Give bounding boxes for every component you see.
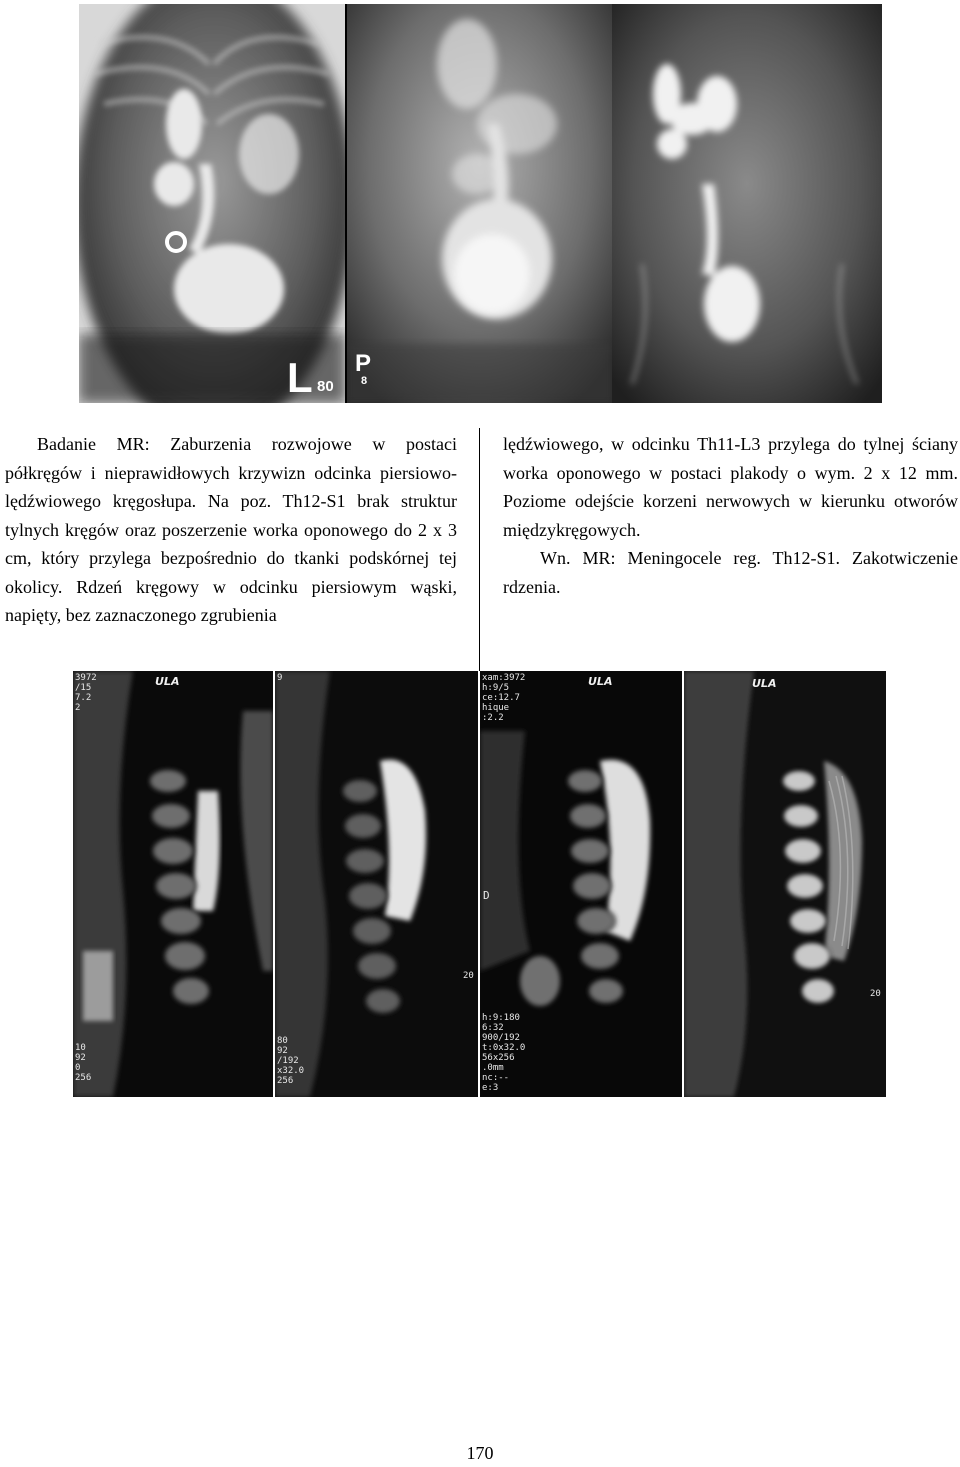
findings-paragraph-right: lędźwiowego, w odcinku Th11-L3 przylega do tylnej ściany worka oponowego w postaci plakody o wym. 2 x 12 mm. Poziome odejście korzeni nerwowych w kierunku otworów międzykręgowych. (503, 434, 958, 540)
mr-figure-row (73, 671, 886, 1097)
xray-image-2 (347, 4, 612, 403)
mr-image-2 (275, 671, 480, 1097)
findings-column-left (5, 430, 457, 630)
mr-scan-1 (73, 671, 273, 1097)
mr-top-label-3: xam:3972 h:9/5 ce:12.7 hique :2.2 (482, 673, 526, 723)
page-number: 170 (466, 1443, 494, 1463)
mr-ula-label-1: ULA (155, 675, 180, 688)
mr-bottom-label-2: 80 92 /192 x32.0 256 (277, 1036, 305, 1086)
column-divider (479, 428, 480, 682)
mr-image-1 (73, 671, 275, 1097)
mr-ula-label-4: ULA (752, 677, 777, 690)
mr-image-3 (480, 671, 684, 1097)
xray-image-3 (612, 4, 882, 403)
mr-scan-4 (684, 671, 886, 1097)
mr-bottom-label-3: h:9:180 6:32 900/192 t:0x32.0 56x256 .0mm nc:-- e:3 (482, 1013, 526, 1093)
mr-image-4 (684, 671, 886, 1097)
findings-column-right (503, 430, 958, 601)
mr-side-letter-3: D (483, 889, 490, 902)
xray-figure-row (79, 4, 882, 403)
film-marker-l-number: 80 (317, 378, 334, 395)
mr-scan-2 (275, 671, 478, 1097)
film-marker-p-number: 8 (361, 375, 368, 387)
mr-side-label-2: 20 (463, 971, 474, 981)
mr-bottom-label-1: 10 92 0 256 (75, 1043, 92, 1083)
mr-top-label-1: 3972 /15 7.2 2 (75, 673, 97, 713)
findings-paragraph-left: Badanie MR: Zaburzenia rozwojowe w postaci półkręgów i nieprawidłowych krzywizn odcinka piersiowo-lędźwiowego kręgosłupa. Na poz. Th12-S1 brak struktur tylnych kręgów oraz poszerzenie worka oponowego do 2 x 3 cm, który przylega bezpośrednio do tkanki podskórnej tej okolicy. Rdzeń kręgowy w odcinku piersiowym wąski, napięty, bez zaznaczonego zgrubienia (5, 434, 457, 625)
mr-top-label-2: 9 (277, 673, 283, 683)
film-marker-p: P (355, 350, 372, 377)
mr-ula-label-3: ULA (588, 675, 613, 688)
conclusion-paragraph: Wn. MR: Meningocele reg. Th12-S1. Zakotwiczenie rdzenia. (503, 548, 958, 597)
mr-side-label-4: 20 (870, 989, 881, 999)
film-marker-l: L (287, 354, 313, 401)
xray-image-1 (79, 4, 345, 403)
